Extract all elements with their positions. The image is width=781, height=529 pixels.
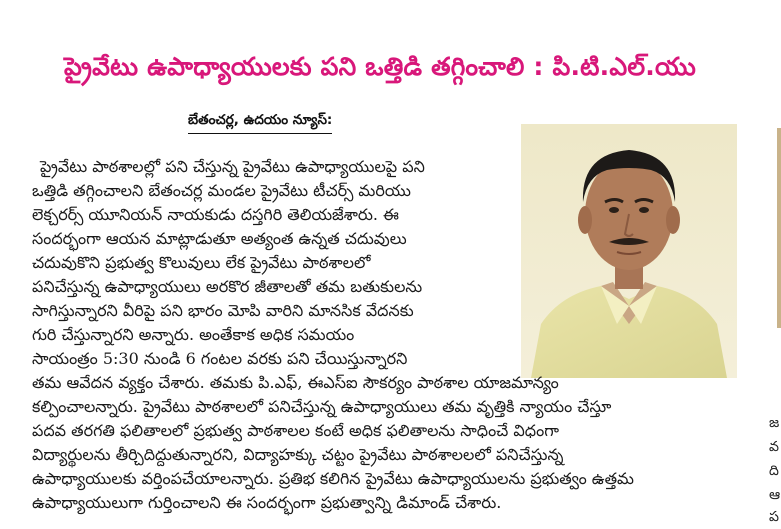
body-line: లెక్చరర్స్ యూనియన్ నాయకుడు దస్తగిరి తెలియజేశారు. ఈ [32,205,399,224]
portrait-image [521,124,737,378]
body-line: ఉపాధ్యాయులుగా గుర్తించాలని ఈ సందర్భంగా ప్రభుత్వాన్ని డిమాండ్ చేశారు. [32,493,502,512]
body-line: గురి చేస్తున్నారని అన్నారు. అంతేకాక అధిక సమయం [32,325,355,344]
body-line: సాగిస్తున్నారని వీరిపై పని భారం మోపి వారిని మానసిక వేదనకు [32,301,414,320]
body-line: కల్పించాలన్నారు. ప్రైవేటు పాఠశాలలో పనిచేస్తున్న ఉపాధ్యాయులు తమ వృత్తికి న్యాయం చేస్తూ [32,397,612,416]
article-dateline: బేతంచర్ల, ఉదయం న్యూస్: [188,112,332,134]
article-headline: ప్రైవేటు ఉపాధ్యాయులకు పని ఒత్తిడి తగ్గించాలి : పి.టి.ఎల్.యు [64,52,696,81]
body-line: ప్రైవేటు పాఠశాలల్లో పని చేస్తున్న ప్రైవేటు ఉపాధ్యాయులపై పని [40,157,425,176]
adjacent-text-fragment: ఆ [769,487,781,503]
portrait-photo [521,124,737,378]
body-line: తమ ఆవేదన వ్యక్తం చేశారు. తమకు పి.ఎఫ్, ఈఎస్ఐ సౌకర్యం పాఠశాల యాజమాన్యం [32,373,559,392]
body-line: పదవ తరగతి ఫలితాలలో ప్రభుత్వ పాఠశాలల కంటే అధిక ఫలితాలను సాధించే విధంగా [32,421,559,440]
adjacent-text-fragment: ప [769,509,779,525]
body-line: పనిచేస్తున్న ఉపాధ్యాయులు అరకొర జీతాలతో తమ బతుకులను [32,277,423,296]
body-line: సందర్భంగా ఆయన మాట్లాడుతూ అత్యంత ఉన్నత చదువులు [32,229,407,248]
adjacent-photo-edge [777,128,781,328]
adjacent-text-fragment: జ [769,415,780,431]
body-line: చదువుకొని ప్రభుత్వ కొలువులు లేక ప్రైవేటు పాఠశాలలో [32,253,371,272]
body-line: విద్యార్థులను తీర్చిదిద్దుతున్నారని, విద్యాహక్కు చట్టం ప్రైవేటు పాఠశాలలలో పనిచేస్తున్న [32,445,564,464]
body-line: ఒత్తిడి తగ్గించాలని బేతంచర్ల మండల ప్రైవేటు టీచర్స్ మరియు [32,181,411,200]
body-line: ఉపాధ్యాయులకు వర్తింపచేయాలన్నారు. ప్రతిభ కలిగిన ప్రైవేటు ఉపాధ్యాయులను ప్రభుత్వం ఉత్తమ [32,469,634,488]
adjacent-text-fragment: ది [769,463,779,479]
adjacent-text-fragment: వ [769,439,779,455]
body-line: సాయంత్రం 5:30 నుండి 6 గంటల వరకు పని చేయిస్తున్నారని [32,349,408,368]
